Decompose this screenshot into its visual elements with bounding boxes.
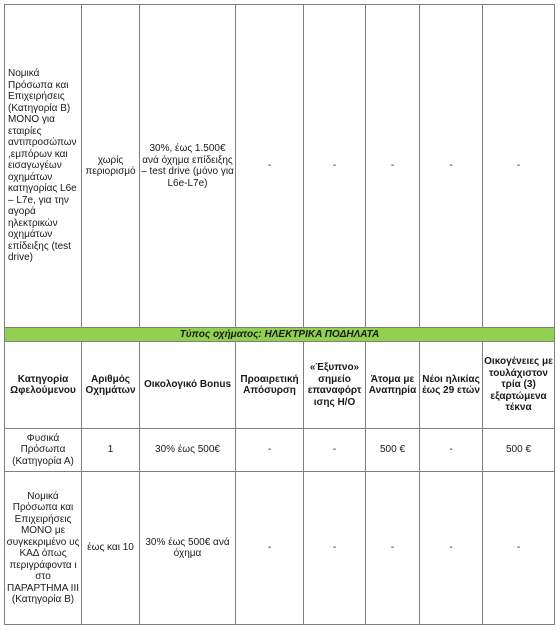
cell-charger: - (304, 5, 366, 328)
cell-charger: - (304, 429, 366, 472)
header-families: Οικογένειες με τουλάχιστον τρία (3) εξαρτώμενα τέκνα (483, 342, 555, 429)
section-title: Τύπος οχήματος: ΗΛΕΚΤΡΙΚΑ ΠΟΔΗΛΑΤΑ (5, 328, 555, 342)
cell-young: - (420, 472, 483, 625)
cell-families: - (483, 472, 555, 625)
header-vehicles: Αριθμός Οχημάτων (82, 342, 140, 429)
cell-vehicles: χωρίς περιορισμό (82, 5, 140, 328)
section-header-row (5, 328, 555, 342)
subsidy-table (4, 4, 555, 625)
cell-withdrawal: - (236, 5, 304, 328)
header-disabled: Άτομα με Αναπηρία (366, 342, 420, 429)
cell-families: - (483, 5, 555, 328)
table-row (5, 429, 555, 472)
cell-young: - (420, 429, 483, 472)
cell-disabled: 500 € (366, 429, 420, 472)
cell-category: Νομικά Πρόσωπα και Επιχειρήσεις (Κατηγορία Β) ΜΟΝΟ για εταιρίες αντιπροσώπων ,εμπόρων και εισαγωγέων οχημάτων κατηγορίας L6e – L7e, για την αγορά ηλεκτρικών οχημάτων επίδειξης (test drive) (5, 5, 82, 328)
table-row (5, 5, 555, 328)
header-row (5, 342, 555, 429)
cell-eco-bonus: 30% έως 500€ ανά όχημα (140, 472, 236, 625)
cell-vehicles: 1 (82, 429, 140, 472)
cell-withdrawal: - (236, 429, 304, 472)
header-eco-bonus: Οικολογικό Bonus (140, 342, 236, 429)
table-row (5, 472, 555, 625)
header-charger: «Έξυπνο» σημείο επαναφόρτ ισης Η/Ο (304, 342, 366, 429)
cell-charger: - (304, 472, 366, 625)
cell-eco-bonus: 30%, έως 1.500€ ανά όχημα επίδειξης – test drive (μόνο για L6e-L7e) (140, 5, 236, 328)
cell-young: - (420, 5, 483, 328)
cell-category: Νομικά Πρόσωπα και Επιχειρήσεις ΜΟΝΟ με συγκεκριμένο υς ΚΑΔ όπως περιγράφοντα ι στο ΠΑΡΑΡΤΗΜΑ ΙΙΙ (Κατηγορία Β) (5, 472, 82, 625)
cell-disabled: - (366, 5, 420, 328)
cell-disabled: - (366, 472, 420, 625)
cell-category: Φυσικά Πρόσωπα (Κατηγορία Α) (5, 429, 82, 472)
cell-eco-bonus: 30% έως 500€ (140, 429, 236, 472)
header-withdrawal: Προαιρετική Απόσυρση (236, 342, 304, 429)
header-young: Νέοι ηλικίας έως 29 ετών (420, 342, 483, 429)
cell-vehicles: έως και 10 (82, 472, 140, 625)
cell-withdrawal: - (236, 472, 304, 625)
header-category: Κατηγορία Ωφελούμενου (5, 342, 82, 429)
cell-families: 500 € (483, 429, 555, 472)
